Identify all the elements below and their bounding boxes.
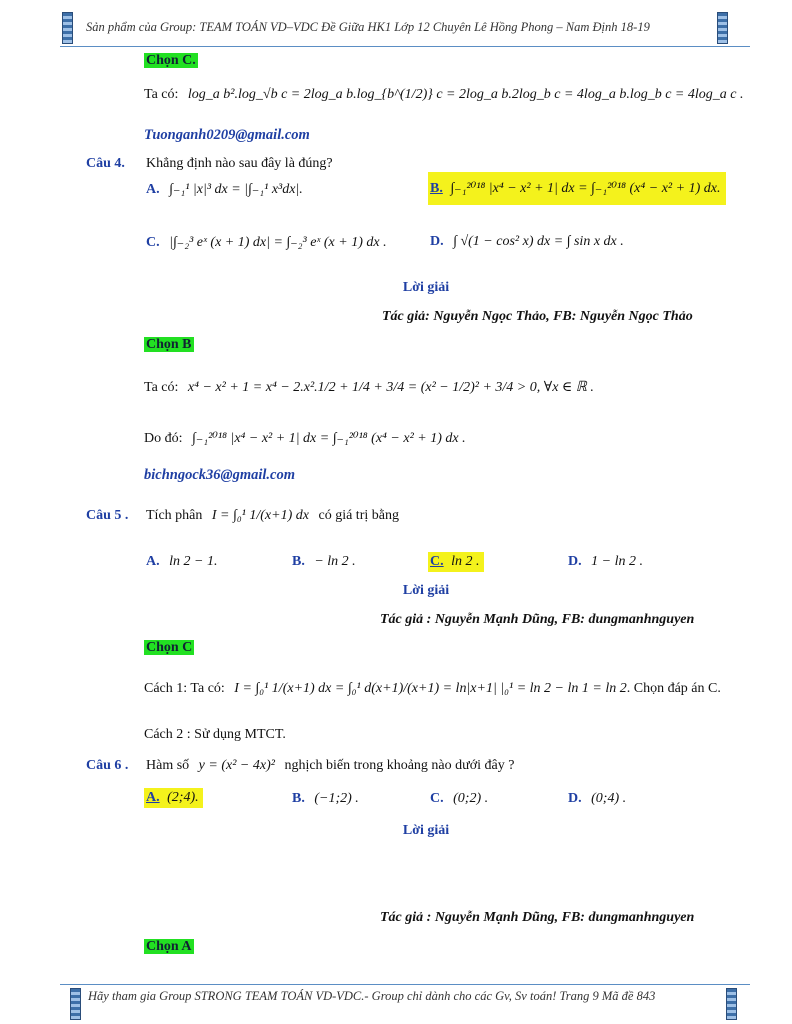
- header-right-ornament: [717, 12, 728, 44]
- q6-answer-choice: Chọn A: [146, 939, 192, 954]
- header-rule: [60, 46, 750, 47]
- q5-solution-heading: Lời giải: [402, 583, 450, 598]
- q5-option-a: A. ln 2 − 1.: [146, 554, 218, 569]
- q6-option-d: D. (0;4) .: [568, 791, 627, 806]
- footer-left-ornament: [70, 988, 81, 1020]
- question-5-stem: Tích phân I = ∫₀¹ 1/(x+1) dx có giá trị bằng: [146, 508, 399, 523]
- q6-solution-heading: Lời giải: [402, 823, 450, 838]
- page-footer: Hãy tham gia Group STRONG TEAM TOÁN VD-VDC.- Group chỉ dành cho các Gv, Sv toán! Trang 9 Mã đề 843: [88, 989, 656, 1003]
- q4-solution-line-1: Ta có: x⁴ − x² + 1 = x⁴ − 2.x².1/2 + 1/4 + 3/4 = (x² − 1/2)² + 3/4 > 0, ∀x ∈ ℝ .: [144, 380, 594, 395]
- contributor-email-1: Tuonganh0209@gmail.com: [144, 127, 310, 143]
- q6-option-b: B. (−1;2) .: [292, 791, 359, 806]
- q5-method-1: Cách 1: Ta có: I = ∫₀¹ 1/(x+1) dx = ∫₀¹ d(x+1)/(x+1) = ln|x+1| |₀¹ = ln 2 − ln 1 = ln 2. Chọn đáp án C.: [144, 681, 721, 696]
- q5-answer-choice: Chọn C: [146, 640, 193, 655]
- q4-option-b: B. ∫₋₁²⁰¹⁸ |x⁴ − x² + 1| dx = ∫₋₁²⁰¹⁸ (x⁴ − x² + 1) dx.: [428, 172, 726, 205]
- answer-choice-prev: Chọn C.: [146, 53, 196, 68]
- q6-author: Tác giả : Nguyễn Mạnh Dũng, FB: dungmanhnguyen: [380, 910, 695, 925]
- q5-method-2: Cách 2 : Sử dụng MTCT.: [144, 727, 286, 742]
- q4-author: Tác giả: Nguyễn Ngọc Thảo, FB: Nguyễn Ngọc Thảo: [382, 309, 693, 324]
- q5-option-b: B. − ln 2 .: [292, 554, 356, 569]
- q4-solution-heading: Lời giải: [402, 280, 450, 295]
- question-4-label: Câu 4.: [86, 156, 125, 171]
- q4-answer-choice: Chọn B: [146, 337, 192, 352]
- q6-option-a: A. (2;4).: [144, 788, 203, 808]
- q6-option-c: C. (0;2) .: [430, 791, 489, 806]
- q4-option-a: A. ∫₋₁¹ |x|³ dx = |∫₋₁¹ x³dx|.: [146, 182, 303, 197]
- q4-solution-line-2: Do đó: ∫₋₁²⁰¹⁸ |x⁴ − x² + 1| dx = ∫₋₁²⁰¹⁸ (x⁴ − x² + 1) dx .: [144, 431, 466, 446]
- q4-option-c: C. |∫₋₂³ eˣ (x + 1) dx| = ∫₋₂³ eˣ (x + 1) dx .: [146, 235, 387, 250]
- question-5-label: Câu 5 .: [86, 508, 129, 523]
- q5-author: Tác giả : Nguyễn Mạnh Dũng, FB: dungmanhnguyen: [380, 612, 695, 627]
- prev-solution-formula: log_a b².log_√b c = 2log_a b.log_{b^(1/2)} c = 2log_a b.2log_b c = 4log_a b.log_b c = 4log_a c .: [187, 87, 744, 102]
- q4-option-d: D. ∫ √(1 − cos² x) dx = ∫ sin x dx .: [430, 234, 624, 249]
- question-6-stem: Hàm số y = (x² − 4x)² nghịch biến trong khoảng nào dưới đây ?: [146, 758, 515, 773]
- header-left-ornament: [62, 12, 73, 44]
- q5-option-d: D. 1 − ln 2 .: [568, 554, 643, 569]
- question-6-label: Câu 6 .: [86, 758, 129, 773]
- q5-option-c: C. ln 2 .: [428, 552, 484, 572]
- page-header: Sản phẩm của Group: TEAM TOÁN VD–VDC Đề Giữa HK1 Lớp 12 Chuyên Lê Hồng Phong – Nam Định 18-19: [86, 20, 650, 34]
- question-4-stem: Khẳng định nào sau đây là đúng?: [146, 156, 333, 171]
- footer-right-ornament: [726, 988, 737, 1020]
- contributor-email-2: bichngock36@gmail.com: [144, 467, 296, 483]
- footer-rule: [60, 984, 750, 985]
- prev-solution-line: Ta có: log_a b².log_√b c = 2log_a b.log_{b^(1/2)} c = 2log_a b.2log_b c = 4log_a b.log_b c = 4log_a c .: [144, 87, 744, 102]
